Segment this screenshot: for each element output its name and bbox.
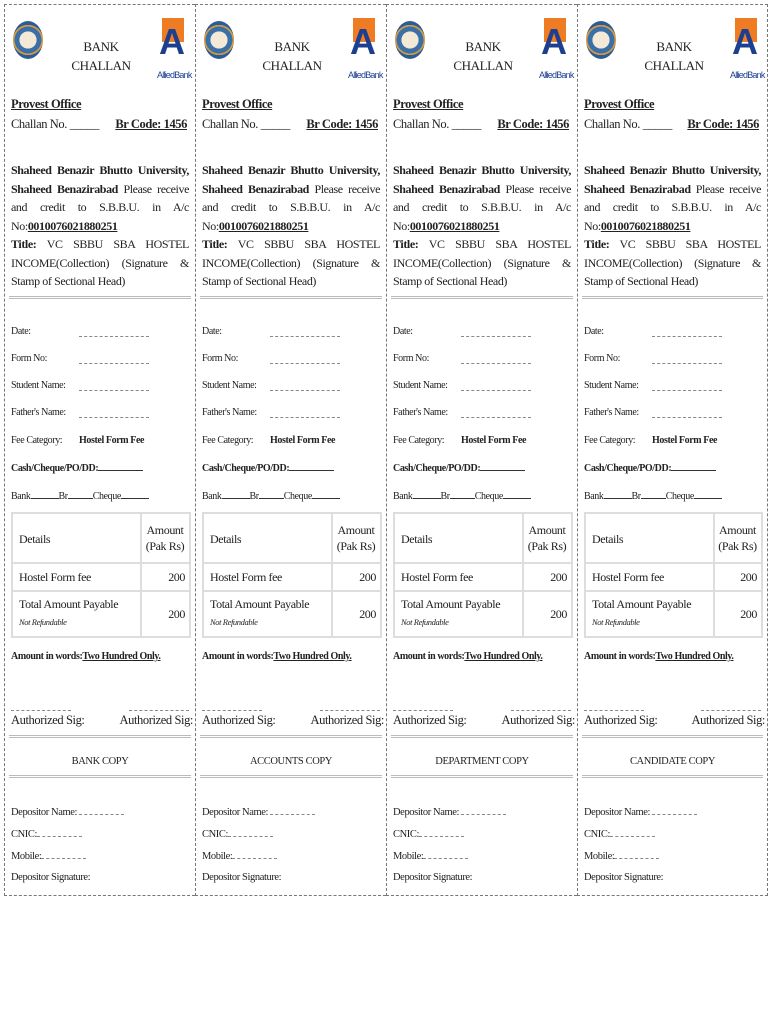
university-name: Shaheed Benazir Bhutto University, Shaheed Benazirabad: [202, 163, 380, 196]
form-no-field[interactable]: [270, 355, 340, 364]
title-label: Title:: [202, 237, 228, 251]
depositor-signature: Depositor Signature:: [584, 872, 664, 883]
fee-item-label: Hostel Form fee: [210, 570, 282, 584]
cheque-field[interactable]: [503, 490, 531, 499]
branch-code: Br Code: 1456: [115, 117, 187, 131]
fee-item-amount: 200: [740, 570, 757, 584]
copy-label: ACCOUNTS COPY: [249, 756, 333, 767]
copy-label: CANDIDATE COPY: [629, 756, 716, 767]
br-field[interactable]: [450, 490, 475, 499]
mobile-field[interactable]: [423, 850, 468, 859]
amount-words-value: Two Hundred Only.: [655, 651, 734, 662]
cheque-field[interactable]: [694, 490, 722, 499]
payment-mode: [202, 462, 334, 474]
mobile: [202, 850, 277, 862]
cheque-label: Cheque: [92, 491, 121, 502]
allied-bank-logo: A AlliedBank: [539, 18, 567, 80]
instruction-paragraph: [11, 161, 189, 291]
university-name: Shaheed Benazir Bhutto University, Shaheed Benazirabad: [584, 163, 761, 196]
amount-header: [143, 522, 187, 554]
office-heading: Provest Office: [202, 97, 273, 111]
challan-copy: [195, 4, 386, 896]
title-label: Title:: [584, 237, 610, 251]
authorized-signature-right: Authorized Sig:: [691, 713, 765, 727]
account-title: VC SBBU SBA HOSTEL INCOME(Collection) (Signature & Stamp of Sectional Head): [202, 237, 380, 288]
depositor-signature: Depositor Signature:: [202, 872, 282, 883]
depositor-name-label: Depositor Name:: [584, 807, 651, 818]
branch-code: Br Code: 1456: [306, 117, 378, 131]
father-name-field[interactable]: [652, 409, 722, 418]
fee-category-value: Hostel Form Fee: [652, 435, 718, 446]
amount-header-1: Amount: [528, 523, 566, 537]
student-name-field[interactable]: [652, 382, 722, 391]
details-header: Details: [592, 532, 624, 546]
fee-category-value: Hostel Form Fee: [461, 435, 527, 446]
fee-category-label: Fee Category:: [393, 435, 445, 446]
branch-code: Br Code: 1456: [687, 117, 759, 131]
br-label: Br: [249, 491, 259, 502]
mobile: [584, 850, 659, 862]
signature-line: [320, 710, 380, 711]
divider: [9, 775, 191, 778]
signature-line: [393, 710, 453, 711]
authorized-signature-right: Authorized Sig:: [310, 713, 384, 727]
title-label: Title:: [393, 237, 419, 251]
divider: [200, 775, 382, 778]
payment-mode: [393, 462, 525, 474]
fee-item-label: Hostel Form fee: [19, 570, 91, 584]
bank-logo-text: AlliedBank: [730, 70, 765, 80]
fee-category-label: Fee Category:: [202, 435, 254, 446]
depositor-name-field[interactable]: [270, 806, 315, 815]
signature-line: [511, 710, 571, 711]
depositor-name-label: Depositor Name:: [393, 807, 460, 818]
total-label: Total Amount Payable: [401, 597, 501, 611]
amount-header: [716, 522, 759, 554]
cnic-label: CNIC:: [393, 829, 420, 840]
date-label: Date:: [393, 326, 413, 337]
fee-table: [393, 512, 573, 638]
fee-category-label: Fee Category:: [584, 435, 636, 446]
form-no-label: Form No:: [202, 353, 238, 364]
br-label: Br: [58, 491, 68, 502]
mobile-label: Mobile:: [202, 851, 233, 862]
allied-bank-logo: A AlliedBank: [730, 18, 758, 80]
title-line-2: CHALLAN: [644, 58, 704, 73]
mobile-label: Mobile:: [584, 851, 615, 862]
university-name: Shaheed Benazir Bhutto University, Shaheed Benazirabad: [393, 163, 571, 196]
challan-number: Challan No. _____: [584, 117, 672, 131]
signature-line: [11, 710, 71, 711]
authorized-signature-right: Authorized Sig:: [501, 713, 575, 727]
student-name-field[interactable]: [270, 382, 340, 391]
cnic-field[interactable]: [610, 828, 655, 837]
challan-title: [447, 37, 519, 75]
cnic-field[interactable]: [228, 828, 273, 837]
depositor-name-field[interactable]: [461, 806, 506, 815]
form-no-field[interactable]: [79, 355, 149, 364]
account-title: VC SBBU SBA HOSTEL INCOME(Collection) (Signature & Stamp of Sectional Head): [584, 237, 761, 288]
student-name-label: Student Name:: [11, 380, 66, 391]
amount-header-2: (Pak Rs): [145, 539, 185, 553]
bank-field[interactable]: [604, 490, 632, 499]
fee-item-label: Hostel Form fee: [401, 570, 473, 584]
fee-table: [584, 512, 763, 638]
br-label: Br: [440, 491, 450, 502]
fee-table: [202, 512, 382, 638]
bank-label: Bank: [11, 491, 31, 502]
amount-header-2: (Pak Rs): [718, 539, 757, 553]
depositor-name: [393, 806, 506, 818]
cnic: [584, 828, 655, 840]
instruction-text: Please receive and credit to S.B.B.U. in A/c No:: [202, 181, 380, 233]
cnic-field[interactable]: [37, 828, 82, 837]
divider: [391, 775, 573, 778]
challan-sheet: [4, 4, 768, 896]
br-field[interactable]: [641, 490, 666, 499]
challan-number: Challan No. _____: [202, 117, 290, 131]
total-label: Total Amount Payable: [19, 597, 119, 611]
cheque-label: Cheque: [665, 491, 694, 502]
payment-mode-label: Cash/Cheque/PO/DD:: [11, 463, 99, 474]
authorized-signature-left: Authorized Sig:: [11, 713, 85, 727]
date-field[interactable]: [270, 328, 340, 337]
not-refundable-note: Not Refundable: [592, 617, 640, 627]
amount-header: [334, 522, 378, 554]
title-line-1: BANK: [465, 39, 501, 54]
amount-words-label: Amount in words:: [11, 651, 83, 662]
challan-title: [65, 37, 137, 75]
amount-header-1: Amount: [146, 523, 184, 537]
university-seal-logo: [13, 21, 43, 59]
form-no-label: Form No:: [393, 353, 429, 364]
depositor-signature: Depositor Signature:: [393, 872, 473, 883]
divider: [582, 775, 763, 778]
cnic: [202, 828, 273, 840]
depositor-name: [584, 806, 697, 818]
depositor-name-label: Depositor Name:: [202, 807, 269, 818]
cnic: [393, 828, 464, 840]
father-name-label: Father's Name:: [584, 407, 639, 418]
form-no-label: Form No:: [11, 353, 47, 364]
amount-words-value: Two Hundred Only.: [464, 651, 543, 662]
branch-code: Br Code: 1456: [497, 117, 569, 131]
cheque-label: Cheque: [283, 491, 312, 502]
payment-mode-field[interactable]: [480, 462, 525, 471]
mobile-label: Mobile:: [11, 851, 42, 862]
father-name-label: Father's Name:: [11, 407, 66, 418]
signature-line: [701, 710, 761, 711]
depositor-name: [11, 806, 124, 818]
bank-details: [393, 490, 531, 502]
total-amount: 200: [550, 607, 567, 621]
student-name-field[interactable]: [79, 382, 149, 391]
copy-label: DEPARTMENT COPY: [435, 756, 529, 767]
mobile: [11, 850, 86, 862]
instruction-paragraph: [584, 161, 761, 291]
divider: [391, 296, 573, 299]
fee-category-value: Hostel Form Fee: [270, 435, 336, 446]
cnic-field[interactable]: [419, 828, 464, 837]
amount-words-label: Amount in words:: [202, 651, 274, 662]
title-line-2: CHALLAN: [262, 58, 322, 73]
signature-line: [129, 710, 189, 711]
form-no-label: Form No:: [584, 353, 620, 364]
details-header: Details: [19, 532, 51, 546]
divider: [9, 296, 191, 299]
date-field[interactable]: [79, 328, 149, 337]
cnic-label: CNIC:: [202, 829, 229, 840]
cnic-label: CNIC:: [584, 829, 611, 840]
payment-mode-field[interactable]: [289, 462, 334, 471]
fee-table: [11, 512, 191, 638]
challan-copy: [386, 4, 577, 896]
payment-mode-label: Cash/Cheque/PO/DD:: [202, 463, 290, 474]
amount-in-words: [11, 651, 161, 662]
cheque-field[interactable]: [121, 490, 149, 499]
account-title: VC SBBU SBA HOSTEL INCOME(Collection) (Signature & Stamp of Sectional Head): [393, 237, 571, 288]
cnic-label: CNIC:: [11, 829, 38, 840]
total-label: Total Amount Payable: [592, 597, 692, 611]
title-line-1: BANK: [274, 39, 310, 54]
account-number: 0010076021880251: [409, 218, 500, 233]
title-line-1: BANK: [656, 39, 692, 54]
form-no-field[interactable]: [461, 355, 531, 364]
father-name-field[interactable]: [461, 409, 531, 418]
payment-mode: [11, 462, 143, 474]
challan-number: Challan No. _____: [393, 117, 481, 131]
total-amount: 200: [168, 607, 185, 621]
bank-logo-text: AlliedBank: [348, 70, 383, 80]
not-refundable-note: Not Refundable: [401, 617, 449, 627]
instruction-paragraph: [202, 161, 380, 291]
instruction-text: Please receive and credit to S.B.B.U. in A/c No:: [11, 181, 189, 233]
challan-title: [256, 37, 328, 75]
divider: [391, 735, 573, 738]
fee-item-amount: 200: [359, 570, 376, 584]
allied-bank-logo: A AlliedBank: [348, 18, 376, 80]
divider: [200, 735, 382, 738]
form-no-field[interactable]: [652, 355, 722, 364]
payment-mode-label: Cash/Cheque/PO/DD:: [584, 463, 672, 474]
br-field[interactable]: [259, 490, 284, 499]
divider: [582, 296, 763, 299]
student-name-field[interactable]: [461, 382, 531, 391]
fee-category-label: Fee Category:: [11, 435, 63, 446]
account-number: 0010076021880251: [218, 218, 309, 233]
divider: [582, 735, 763, 738]
student-name-label: Student Name:: [393, 380, 448, 391]
university-seal-logo: [586, 21, 616, 59]
authorized-signature-left: Authorized Sig:: [393, 713, 467, 727]
title-line-2: CHALLAN: [71, 58, 131, 73]
bank-label: Bank: [393, 491, 413, 502]
authorized-signature-left: Authorized Sig:: [202, 713, 276, 727]
mobile-field[interactable]: [41, 850, 86, 859]
amount-header-2: (Pak Rs): [527, 539, 567, 553]
amount-in-words: [202, 651, 352, 662]
father-name-field[interactable]: [270, 409, 340, 418]
signature-line: [584, 710, 644, 711]
amount-words-label: Amount in words:: [393, 651, 465, 662]
authorized-signature-right: Authorized Sig:: [119, 713, 193, 727]
father-name-label: Father's Name:: [202, 407, 257, 418]
not-refundable-note: Not Refundable: [19, 617, 67, 627]
office-heading: Provest Office: [393, 97, 464, 111]
not-refundable-note: Not Refundable: [210, 617, 258, 627]
fee-category-value: Hostel Form Fee: [79, 435, 145, 446]
signature-line: [202, 710, 262, 711]
student-name-label: Student Name:: [202, 380, 257, 391]
amount-header: [525, 522, 569, 554]
date-field[interactable]: [652, 328, 722, 337]
mobile-field[interactable]: [614, 850, 659, 859]
total-label: Total Amount Payable: [210, 597, 310, 611]
details-header: Details: [401, 532, 433, 546]
total-amount: 200: [359, 607, 376, 621]
amount-header-1: Amount: [719, 523, 756, 537]
depositor-signature: Depositor Signature:: [11, 872, 91, 883]
allied-bank-logo: A AlliedBank: [157, 18, 185, 80]
copy-label: BANK COPY: [71, 756, 129, 767]
title-label: Title:: [11, 237, 37, 251]
bank-details: [202, 490, 340, 502]
amount-header-2: (Pak Rs): [336, 539, 376, 553]
payment-mode-field[interactable]: [98, 462, 143, 471]
bank-logo-text: AlliedBank: [539, 70, 574, 80]
divider: [200, 296, 382, 299]
challan-number: Challan No. _____: [11, 117, 99, 131]
office-heading: Provest Office: [584, 97, 655, 111]
mobile-field[interactable]: [232, 850, 277, 859]
amount-words-value: Two Hundred Only.: [82, 651, 161, 662]
challan-title: [638, 37, 710, 75]
bank-field[interactable]: [413, 490, 441, 499]
br-field[interactable]: [68, 490, 93, 499]
payment-mode-label: Cash/Cheque/PO/DD:: [393, 463, 481, 474]
fee-item-amount: 200: [168, 570, 185, 584]
amount-words-label: Amount in words:: [584, 651, 656, 662]
university-seal-logo: [395, 21, 425, 59]
divider: [9, 735, 191, 738]
payment-mode: [584, 462, 716, 474]
fee-item-amount: 200: [550, 570, 567, 584]
bank-field[interactable]: [222, 490, 250, 499]
bank-details: [584, 490, 722, 502]
title-line-2: CHALLAN: [453, 58, 513, 73]
mobile-label: Mobile:: [393, 851, 424, 862]
father-name-field[interactable]: [79, 409, 149, 418]
account-number: 0010076021880251: [600, 218, 691, 233]
university-name: Shaheed Benazir Bhutto University, Shaheed Benazirabad: [11, 163, 189, 196]
amount-in-words: [584, 651, 734, 662]
amount-in-words: [393, 651, 543, 662]
mobile: [393, 850, 468, 862]
depositor-name-label: Depositor Name:: [11, 807, 78, 818]
bank-label: Bank: [584, 491, 604, 502]
cnic: [11, 828, 82, 840]
student-name-label: Student Name:: [584, 380, 639, 391]
depositor-name-field[interactable]: [652, 806, 697, 815]
bank-label: Bank: [202, 491, 222, 502]
bank-logo-text: AlliedBank: [157, 70, 192, 80]
depositor-name-field[interactable]: [79, 806, 124, 815]
depositor-name: [202, 806, 315, 818]
total-amount: 200: [740, 607, 757, 621]
account-title: VC SBBU SBA HOSTEL INCOME(Collection) (Signature & Stamp of Sectional Head): [11, 237, 189, 288]
details-header: Details: [210, 532, 242, 546]
amount-header-1: Amount: [337, 523, 375, 537]
instruction-text: Please receive and credit to S.B.B.U. in A/c No:: [393, 181, 571, 233]
br-label: Br: [631, 491, 641, 502]
fee-item-label: Hostel Form fee: [592, 570, 664, 584]
cheque-field[interactable]: [312, 490, 340, 499]
challan-copy: [577, 4, 768, 896]
office-heading: Provest Office: [11, 97, 82, 111]
date-field[interactable]: [461, 328, 531, 337]
university-seal-logo: [204, 21, 234, 59]
challan-copy: [4, 4, 195, 896]
account-number: 0010076021880251: [27, 218, 118, 233]
authorized-signature-left: Authorized Sig:: [584, 713, 658, 727]
bank-details: [11, 490, 149, 502]
date-label: Date:: [584, 326, 604, 337]
date-label: Date:: [11, 326, 31, 337]
instruction-text: Please receive and credit to S.B.B.U. in A/c No:: [584, 181, 761, 233]
bank-field[interactable]: [31, 490, 59, 499]
date-label: Date:: [202, 326, 222, 337]
payment-mode-field[interactable]: [671, 462, 716, 471]
title-line-1: BANK: [83, 39, 119, 54]
cheque-label: Cheque: [474, 491, 503, 502]
amount-words-value: Two Hundred Only.: [273, 651, 352, 662]
father-name-label: Father's Name:: [393, 407, 448, 418]
instruction-paragraph: [393, 161, 571, 291]
